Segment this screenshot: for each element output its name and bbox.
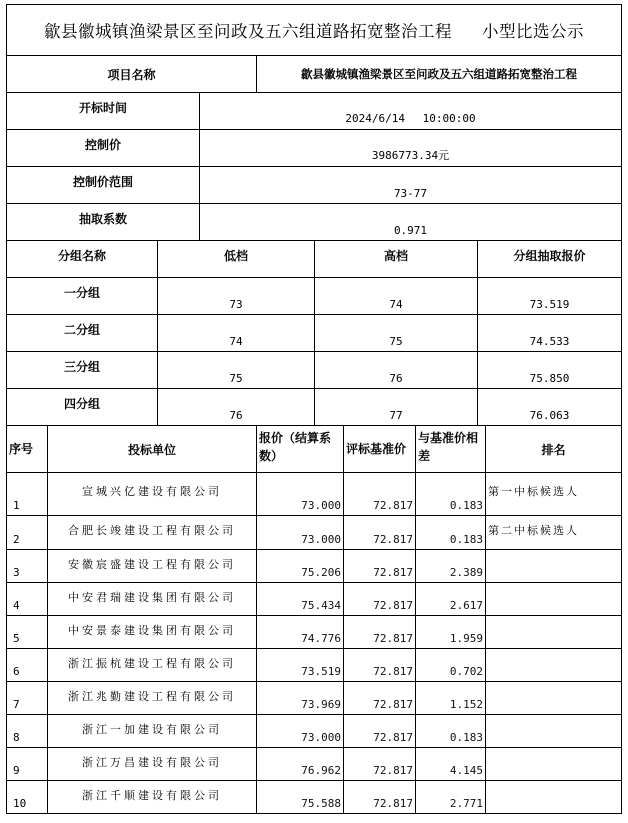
bid-company: 浙江一加建设有限公司 bbox=[48, 715, 257, 748]
bids-header-row bbox=[7, 426, 622, 473]
group-high: 75 bbox=[315, 315, 478, 352]
bid-diff: 0.183 bbox=[416, 516, 486, 550]
group-price: 76.063 bbox=[478, 389, 622, 426]
bid-row bbox=[7, 473, 622, 516]
bid-company: 浙江千顺建设有限公司 bbox=[48, 781, 257, 814]
groups-header-price: 分组抽取报价 bbox=[478, 241, 622, 278]
group-name: 四分组 bbox=[7, 389, 158, 426]
groups-header-row bbox=[7, 241, 622, 278]
project-name-row bbox=[7, 56, 622, 93]
bid-rank bbox=[486, 583, 622, 616]
notice-sheet bbox=[6, 4, 621, 814]
bid-rank bbox=[486, 616, 622, 649]
bid-company: 浙江兆勤建设工程有限公司 bbox=[48, 682, 257, 715]
group-price: 75.850 bbox=[478, 352, 622, 389]
bid-row bbox=[7, 715, 622, 748]
bid-row bbox=[7, 748, 622, 781]
info-value-coefficient: 0.971 bbox=[200, 204, 622, 241]
bid-index: 3 bbox=[7, 550, 48, 583]
bid-rank bbox=[486, 682, 622, 715]
group-high: 74 bbox=[315, 278, 478, 315]
groups-header-low: 低档 bbox=[158, 241, 315, 278]
bid-company: 浙江振杭建设工程有限公司 bbox=[48, 649, 257, 682]
bid-price: 73.000 bbox=[257, 516, 344, 550]
title-main: 歙县徽城镇渔梁景区至问政及五六组道路拓宽整治工程 bbox=[44, 22, 452, 41]
group-low: 75 bbox=[158, 352, 315, 389]
bid-company: 合肥长竣建设工程有限公司 bbox=[48, 516, 257, 550]
bid-price: 73.000 bbox=[257, 473, 344, 516]
bid-company: 宣城兴亿建设有限公司 bbox=[48, 473, 257, 516]
bid-row bbox=[7, 550, 622, 583]
bid-rank bbox=[486, 715, 622, 748]
bid-diff: 0.702 bbox=[416, 649, 486, 682]
bid-row bbox=[7, 583, 622, 616]
group-name: 一分组 bbox=[7, 278, 158, 315]
bid-rank bbox=[486, 781, 622, 814]
bid-price: 73.969 bbox=[257, 682, 344, 715]
bid-diff: 2.617 bbox=[416, 583, 486, 616]
bid-price: 74.776 bbox=[257, 616, 344, 649]
group-row bbox=[7, 352, 622, 389]
bid-benchmark: 72.817 bbox=[344, 516, 416, 550]
project-name-label: 项目名称 bbox=[7, 56, 257, 93]
info-row bbox=[7, 130, 622, 167]
bids-header-rank: 排名 bbox=[486, 426, 622, 473]
bids-header-benchmark: 评标基准价 bbox=[344, 426, 416, 473]
bid-row bbox=[7, 616, 622, 649]
bid-diff: 1.959 bbox=[416, 616, 486, 649]
bid-rank: 第一中标候选人 bbox=[486, 473, 622, 516]
bid-diff: 4.145 bbox=[416, 748, 486, 781]
info-label-open-time: 开标时间 bbox=[7, 93, 200, 130]
bid-row bbox=[7, 682, 622, 715]
bid-diff: 2.771 bbox=[416, 781, 486, 814]
bid-benchmark: 72.817 bbox=[344, 616, 416, 649]
info-row bbox=[7, 167, 622, 204]
group-row bbox=[7, 278, 622, 315]
bid-index: 1 bbox=[7, 473, 48, 516]
bid-diff: 0.183 bbox=[416, 715, 486, 748]
bid-rank: 第二中标候选人 bbox=[486, 516, 622, 550]
bid-benchmark: 72.817 bbox=[344, 748, 416, 781]
info-value-open-time: 2024/6/14 10:00:00 bbox=[200, 93, 622, 130]
bid-benchmark: 72.817 bbox=[344, 550, 416, 583]
bid-company: 中安君瑞建设集团有限公司 bbox=[48, 583, 257, 616]
group-low: 74 bbox=[158, 315, 315, 352]
group-name: 二分组 bbox=[7, 315, 158, 352]
bid-company: 安徽宸盛建设工程有限公司 bbox=[48, 550, 257, 583]
bid-price: 73.519 bbox=[257, 649, 344, 682]
bids-table bbox=[6, 425, 622, 814]
bid-index: 4 bbox=[7, 583, 48, 616]
bid-index: 10 bbox=[7, 781, 48, 814]
bid-benchmark: 72.817 bbox=[344, 682, 416, 715]
bid-row bbox=[7, 781, 622, 814]
bid-index: 5 bbox=[7, 616, 48, 649]
group-row bbox=[7, 315, 622, 352]
bid-index: 7 bbox=[7, 682, 48, 715]
bids-header-price: 报价（结算系数） bbox=[257, 426, 344, 473]
bid-company: 中安景泰建设集团有限公司 bbox=[48, 616, 257, 649]
title-row bbox=[7, 5, 622, 56]
group-high: 77 bbox=[315, 389, 478, 426]
bid-index: 9 bbox=[7, 748, 48, 781]
info-label-control-price: 控制价 bbox=[7, 130, 200, 167]
bid-diff: 0.183 bbox=[416, 473, 486, 516]
bid-benchmark: 72.817 bbox=[344, 583, 416, 616]
group-high: 76 bbox=[315, 352, 478, 389]
page-title bbox=[7, 5, 622, 56]
info-table bbox=[6, 4, 622, 241]
bid-company: 浙江万昌建设有限公司 bbox=[48, 748, 257, 781]
project-name-value: 歙县徽城镇渔梁景区至问政及五六组道路拓宽整治工程 bbox=[257, 56, 622, 93]
info-value-control-price: 3986773.34元 bbox=[200, 130, 622, 167]
bid-index: 8 bbox=[7, 715, 48, 748]
bid-diff: 2.389 bbox=[416, 550, 486, 583]
group-low: 73 bbox=[158, 278, 315, 315]
bid-price: 75.206 bbox=[257, 550, 344, 583]
title-suffix: 小型比选公示 bbox=[482, 22, 584, 41]
bid-index: 2 bbox=[7, 516, 48, 550]
bid-benchmark: 72.817 bbox=[344, 715, 416, 748]
bid-benchmark: 72.817 bbox=[344, 781, 416, 814]
bids-header-index: 序号 bbox=[7, 426, 48, 473]
bid-price: 73.000 bbox=[257, 715, 344, 748]
group-low: 76 bbox=[158, 389, 315, 426]
bid-rank bbox=[486, 550, 622, 583]
group-name: 三分组 bbox=[7, 352, 158, 389]
group-row bbox=[7, 389, 622, 426]
info-row bbox=[7, 204, 622, 241]
bid-benchmark: 72.817 bbox=[344, 649, 416, 682]
info-label-coefficient: 抽取系数 bbox=[7, 204, 200, 241]
bid-price: 75.588 bbox=[257, 781, 344, 814]
bid-row bbox=[7, 516, 622, 550]
groups-table bbox=[6, 240, 622, 426]
bid-benchmark: 72.817 bbox=[344, 473, 416, 516]
info-value-price-range: 73-77 bbox=[200, 167, 622, 204]
groups-header-high: 高档 bbox=[315, 241, 478, 278]
info-label-price-range: 控制价范围 bbox=[7, 167, 200, 204]
group-price: 73.519 bbox=[478, 278, 622, 315]
bid-price: 76.962 bbox=[257, 748, 344, 781]
groups-header-name: 分组名称 bbox=[7, 241, 158, 278]
bid-rank bbox=[486, 649, 622, 682]
bids-header-company: 投标单位 bbox=[48, 426, 257, 473]
group-price: 74.533 bbox=[478, 315, 622, 352]
info-row bbox=[7, 93, 622, 130]
bid-row bbox=[7, 649, 622, 682]
bid-rank bbox=[486, 748, 622, 781]
bids-header-diff: 与基准价相差 bbox=[416, 426, 486, 473]
bid-index: 6 bbox=[7, 649, 48, 682]
bid-price: 75.434 bbox=[257, 583, 344, 616]
bid-diff: 1.152 bbox=[416, 682, 486, 715]
